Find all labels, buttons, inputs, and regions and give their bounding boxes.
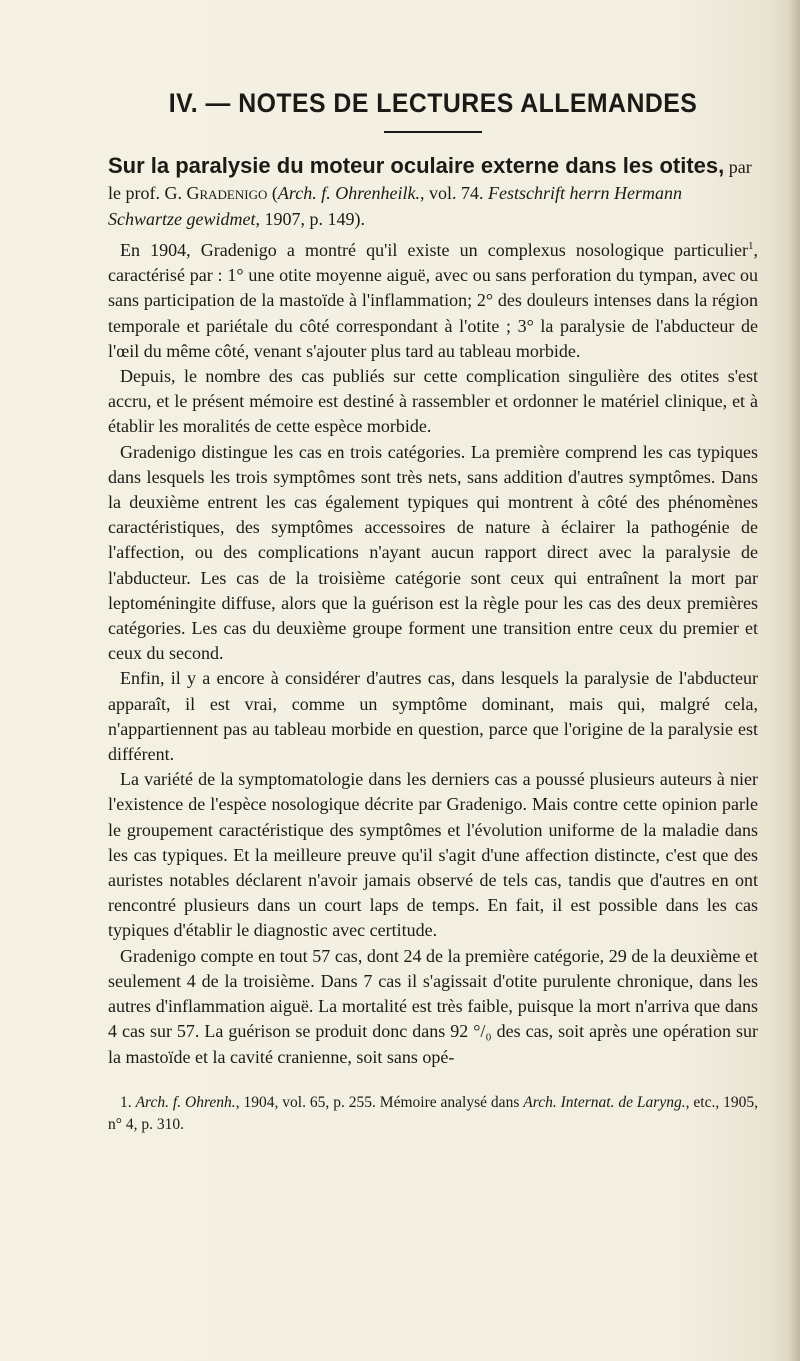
paragraph-1 (108, 238, 758, 364)
footnote-journal-1: Arch. f. Ohrenh. (135, 1093, 236, 1111)
paragraph-1-start: En 1904, Gradenigo a montré qu'il existe un complexus nosologique particulier (120, 240, 748, 260)
paragraph-3: Gradenigo distingue les cas en trois catégories. La première comprend les cas typiques dans lesquels les trois symptômes sont très nets, sans addition d'autres symptômes. Dans la deuxième entrent les cas également typiques qui montrent à côté des phénomènes caractéristiques, des symptômes accessoires de nature à éclairer la pathogénie de l'affection, ou des complications n'ayant aucun rapport direct avec la paralysie de l'abducteur. Les cas de la troisième catégorie sont ceux qui entraînent la mort par leptoméningite diffuse, alors que la guérison est la règle pour les cas des deux premières catégories. Les cas du deuxième groupe forment une transition entre ceux du premier et ceux du second. (108, 441, 758, 664)
paragraph-6: Gradenigo compte en tout 57 cas, dont 24 de la première catégorie, 29 de la deuxième et seulement 4 de la troisième. Dans 7 cas il s'agissait d'otite purulente chronique, dans les autres d'inflammation aiguë. La mortalité est très faible, puisque la mort n'arriva que dans 4 cas sur 57. La guérison se produit donc dans 92 °/₀ des cas, soit après une opération sur la mastoïde et la cavité cranienne, soit sans opé- (108, 945, 758, 1067)
article-ref-end: , 1907, p. 149). (255, 209, 365, 229)
footnote-text-1: , 1904, vol. 65, p. 255. Mémoire analysé dans (235, 1093, 524, 1111)
paragraph-5: La variété de la symptomatologie dans les derniers cas a poussé plusieurs auteurs à nier l'existence de l'espèce nosologique décrite par Gradenigo. Mais contre cette opinion parle le groupement caractéristique des symptômes et l'évolution uniforme de la maladie dans les cas typiques. Et la meilleure preuve qu'il s'agit d'une affection distincte, c'est que des auristes notables déclarent n'avoir jamais observé de tels cas, tandis que d'autres en ont rencontré plusieurs dans un court laps de temps. En fait, il est possible dans les cas typiques d'établir le diagnostic avec certitude. (108, 769, 758, 941)
article-title: Sur la paralysie du moteur oculaire externe dans les otites, (108, 153, 725, 178)
footnote-journal-2: Arch. Internat. de Laryng. (523, 1093, 686, 1111)
page-edge-shadow (788, 0, 800, 1361)
footnote-number: 1. (120, 1093, 136, 1111)
footnote (108, 1092, 758, 1136)
page-content (108, 82, 758, 1136)
article-ref-open: ( (267, 183, 278, 203)
article-title-block (108, 153, 758, 232)
article-author: Gradenigo (186, 183, 268, 203)
footnote-ref: 1 (748, 240, 754, 252)
article-ref-festschrift: Festschrift herrn Hermann Schwartze gewidmet (108, 183, 683, 229)
article-ref-journal: Arch. f. Ohrenheilk. (277, 183, 421, 203)
article-body (108, 238, 758, 1070)
section-heading: IV. — NOTES DE LECTURES ALLEMANDES (168, 88, 698, 118)
paragraph-1-end: , caractérisé par : 1° une otite moyenne aiguë, avec ou sans perforation du tympan, avec ou sans participation de la mastoïde à l'inflammation; 2° des douleurs intenses dans la région temporale et pariétale du côté correspondant à l'otite ; 3° la paralysie de l'abducteur de l'œil du même côté, venant s'ajouter plus tard au tableau morbide. (108, 240, 758, 361)
article-ref-volume: , vol. 74. (420, 183, 489, 203)
paragraph-4: Enfin, il y a encore à considérer d'autres cas, dans lesquels la paralysie de l'abducteur apparaît, il est vrai, comme un symptôme dominant, mais qui, malgré cela, n'appartiennent pas au tableau morbide en question, parce que l'origine de la paralysie est différent. (108, 668, 758, 765)
heading-rule (384, 131, 482, 133)
paragraph-2: Depuis, le nombre des cas publiés sur cette complication singulière des otites s'est accru, et le présent mémoire est destiné à rassembler et ordonner le matériel clinique, et à établir les moralités de cette espèce morbide. (108, 366, 758, 437)
footnote-text-2: , etc., 1905, n° 4, p. 310. (108, 1093, 759, 1133)
article-by: par le prof. G. (108, 157, 752, 203)
